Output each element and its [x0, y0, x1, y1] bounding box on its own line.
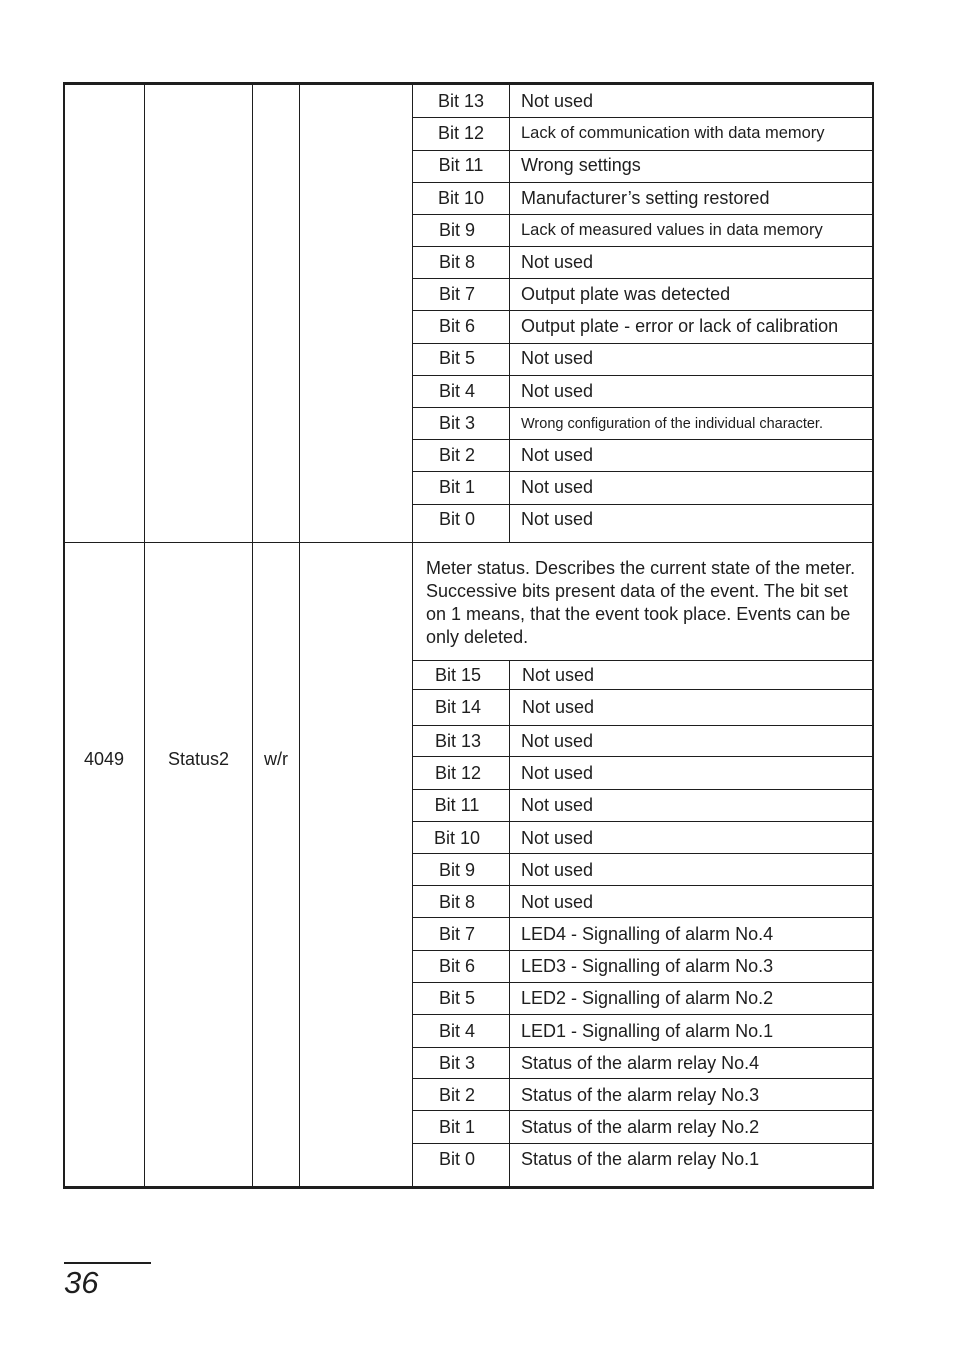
bit-description: Not used	[521, 795, 594, 815]
bit-label: Bit 1	[438, 477, 476, 497]
bit-description: Not used	[521, 509, 594, 529]
bit-label: Bit 7	[438, 284, 476, 304]
bit-description: Not used	[522, 697, 595, 717]
row-line	[412, 789, 872, 790]
bit-description: Not used	[521, 763, 594, 783]
register-access: w/r	[264, 749, 288, 769]
bit-label: Bit 9	[438, 860, 476, 880]
bit-label: Bit 11	[438, 155, 484, 175]
bit-description: LED4 - Signalling of alarm No.4	[521, 924, 774, 944]
bit-label: Bit 7	[438, 924, 476, 944]
bit-label: Bit 13	[437, 91, 485, 111]
bit-description: Status of the alarm relay No.4	[521, 1053, 760, 1073]
bit-col-divider-bottom	[509, 660, 510, 1187]
row-line	[412, 1078, 872, 1079]
bit-label: Bit 1	[438, 1117, 476, 1137]
row-line	[412, 982, 872, 983]
bit-description: Not used	[521, 348, 594, 368]
row-line	[412, 950, 872, 951]
bit-description: Not used	[521, 91, 594, 111]
page-number: 36	[64, 1265, 99, 1300]
register-address: 4049	[83, 749, 125, 769]
bit-description: Status of the alarm relay No.1	[521, 1149, 760, 1169]
bit-description: Wrong configuration of the individual character.	[521, 416, 823, 432]
bit-label: Bit 14	[434, 697, 482, 717]
bit-col-divider-top	[509, 84, 510, 543]
bit-description: Not used	[521, 381, 594, 401]
col-divider-1	[144, 84, 145, 1187]
bit-label: Bit 4	[438, 381, 476, 401]
col-divider-3	[299, 84, 300, 1187]
bit-description: Not used	[521, 477, 594, 497]
register-separator	[64, 542, 872, 543]
row-line	[412, 375, 872, 376]
row-line	[412, 1110, 872, 1111]
bit-description: Not used	[521, 828, 594, 848]
bit-label: Bit 2	[438, 445, 476, 465]
row-line	[412, 1047, 872, 1048]
row-line	[412, 407, 872, 408]
bit-description: Lack of communication with data memory	[521, 124, 825, 142]
row-line	[412, 343, 872, 344]
bit-description: Not used	[521, 860, 594, 880]
bit-label: Bit 15	[434, 665, 482, 685]
row-line	[412, 246, 872, 247]
row-line	[412, 471, 872, 472]
bit-label: Bit 12	[437, 123, 485, 143]
bit-description: LED2 - Signalling of alarm No.2	[521, 988, 774, 1008]
row-line	[412, 689, 872, 690]
bit-label: Bit 9	[438, 220, 476, 240]
register-description: Meter status. Describes the current state of the meter. Successive bits present data of the event. The bit set on 1 means, that the event took place. Events can be only deleted.	[426, 558, 856, 647]
bit-description: Not used	[521, 252, 594, 272]
bit-description: LED1 - Signalling of alarm No.1	[521, 1021, 774, 1041]
bit-label: Bit 3	[438, 1053, 476, 1073]
bit-label: Bit 2	[438, 1085, 476, 1105]
bit-label: Bit 8	[438, 892, 476, 912]
bit-label: Bit 6	[438, 956, 476, 976]
bit-description: Output plate - error or lack of calibration	[521, 316, 839, 336]
bit-label: Bit 6	[438, 316, 476, 336]
row-line	[412, 278, 872, 279]
row-line	[412, 885, 872, 886]
bit-label: Bit 4	[438, 1021, 476, 1041]
bit-label: Bit 3	[438, 413, 476, 433]
row-line	[412, 310, 872, 311]
bit-label: Bit 5	[438, 348, 476, 368]
bit-description: Output plate was detected	[521, 284, 731, 304]
bit-description: Not used	[522, 665, 595, 685]
bit-description: Status of the alarm relay No.2	[521, 1117, 760, 1137]
register-name: Status2	[167, 749, 230, 769]
row-line	[412, 1014, 872, 1015]
bit-description: Wrong settings	[521, 155, 641, 175]
col-divider-2	[252, 84, 253, 1187]
row-line	[412, 504, 872, 505]
row-line	[412, 756, 872, 757]
row-line	[412, 439, 872, 440]
description-separator	[412, 660, 872, 661]
row-line	[412, 182, 872, 183]
bit-label: Bit 10	[437, 188, 485, 208]
row-line	[412, 821, 872, 822]
page-number-rule	[64, 1262, 151, 1264]
bit-label: Bit 8	[438, 252, 476, 272]
bit-label: Bit 10	[433, 828, 481, 848]
row-line	[412, 150, 872, 151]
row-line	[412, 725, 872, 726]
bit-description: Lack of measured values in data memory	[521, 221, 823, 239]
bit-label: Bit 11	[434, 795, 480, 815]
bit-description: Manufacturer’s setting restored	[521, 188, 770, 208]
row-line	[412, 117, 872, 118]
bit-description: Not used	[521, 445, 594, 465]
bit-description: Not used	[521, 892, 594, 912]
bit-label: Bit 5	[438, 988, 476, 1008]
bit-label: Bit 0	[438, 1149, 476, 1169]
row-line	[412, 917, 872, 918]
bit-label: Bit 0	[438, 509, 476, 529]
bit-description: Not used	[521, 731, 594, 751]
bit-label: Bit 12	[434, 763, 482, 783]
bit-description: Status of the alarm relay No.3	[521, 1085, 760, 1105]
row-line	[412, 853, 872, 854]
bit-label: Bit 13	[434, 731, 482, 751]
row-line	[412, 1143, 872, 1144]
row-line	[412, 214, 872, 215]
bit-description: LED3 - Signalling of alarm No.3	[521, 956, 774, 976]
